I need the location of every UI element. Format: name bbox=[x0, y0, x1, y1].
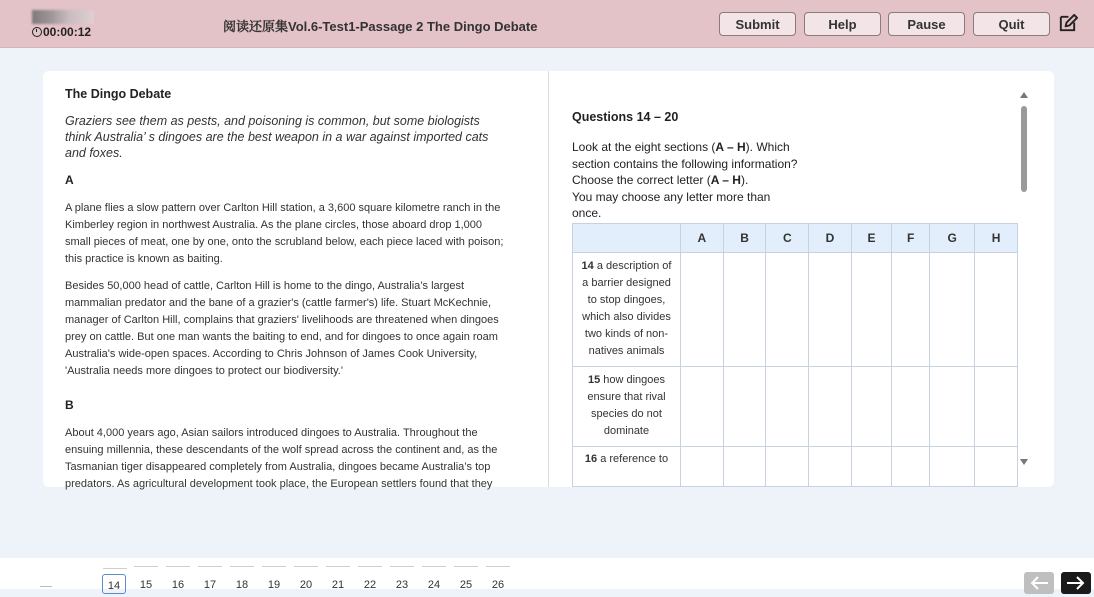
answer-grid bbox=[572, 223, 1018, 487]
column-header: A bbox=[681, 223, 724, 252]
scroll-up-icon[interactable] bbox=[1020, 92, 1028, 98]
column-header: F bbox=[892, 223, 930, 252]
question-number: 16 bbox=[584, 452, 598, 465]
question-row bbox=[573, 446, 1018, 486]
answer-cell[interactable] bbox=[975, 252, 1018, 366]
paragraph: About 4,000 years ago, Asian sailors introduced dingoes to Australia. Throughout the ensuing millennia, these descendants of the wolf spread across the continent and, as the Tasmanian tiger disappeared completely from Australia, dingoes became Australia’s top predators. As agricultural development took place, the European settlers found that they bbox=[65, 427, 498, 490]
question-nav-item[interactable]: 15 bbox=[134, 573, 158, 591]
page-title: 阅读还原集Vol.6-Test1-Passage 2 The Dingo Debate bbox=[223, 19, 538, 34]
help-button[interactable]: Help bbox=[804, 12, 881, 36]
divider bbox=[40, 586, 52, 587]
question-nav-item[interactable]: 23 bbox=[390, 573, 414, 591]
answer-cell[interactable] bbox=[930, 252, 975, 366]
question-nav-item[interactable]: 21 bbox=[326, 573, 350, 591]
question-number: 14 bbox=[581, 260, 594, 272]
answer-cell[interactable] bbox=[681, 446, 724, 486]
question-text bbox=[573, 446, 681, 486]
question-nav-item[interactable]: 25 bbox=[454, 573, 478, 591]
question-nav-item[interactable]: 26 bbox=[486, 573, 510, 591]
answer-cell[interactable] bbox=[766, 252, 809, 366]
scroll-down-icon[interactable] bbox=[1020, 459, 1028, 465]
questions-pane[interactable] bbox=[572, 80, 1018, 472]
question-nav-item[interactable]: 22 bbox=[358, 573, 382, 591]
timer-text: 00:00:12 bbox=[43, 25, 92, 39]
answer-cell[interactable] bbox=[892, 366, 930, 446]
pause-button[interactable]: Pause bbox=[888, 12, 965, 36]
question-nav-item[interactable]: 14 bbox=[102, 574, 126, 594]
answer-cell[interactable] bbox=[681, 366, 724, 446]
question-description: how dingoes ensure that rival species do not dominate bbox=[587, 374, 666, 437]
column-header: D bbox=[809, 223, 852, 252]
question-description: a description of a barrier designed to stop dingoes, which also divides two kinds of non-natives animals bbox=[582, 260, 672, 357]
section-label-a: A bbox=[65, 173, 74, 187]
column-header: B bbox=[723, 223, 766, 252]
question-nav-item[interactable]: 18 bbox=[230, 573, 254, 591]
panel-divider bbox=[548, 71, 549, 487]
column-header: E bbox=[851, 223, 891, 252]
question-nav-item[interactable]: 19 bbox=[262, 573, 286, 591]
column-header: C bbox=[766, 223, 809, 252]
answer-cell[interactable] bbox=[975, 446, 1018, 486]
instruction-text: ). Which section contains the following information? bbox=[572, 140, 798, 171]
questions-heading: Questions 14 – 20 bbox=[572, 110, 679, 124]
answer-cell[interactable] bbox=[930, 446, 975, 486]
section-label-b: B bbox=[65, 398, 74, 412]
answer-cell[interactable] bbox=[851, 446, 891, 486]
previous-button[interactable] bbox=[1024, 572, 1054, 594]
answer-cell[interactable] bbox=[851, 252, 891, 366]
column-header: G bbox=[930, 223, 975, 252]
answer-cell[interactable] bbox=[723, 446, 766, 486]
question-nav-item[interactable]: 20 bbox=[294, 573, 318, 591]
passage-intro: Graziers see them as pests, and poisoning is common, but some biologists think Australia’ s dingoes are the best weapon in a war against imported cats and foxes. bbox=[65, 114, 489, 160]
instruction-text: You may choose any letter more than once. bbox=[572, 189, 771, 220]
answer-cell[interactable] bbox=[766, 366, 809, 446]
submit-button[interactable]: Submit bbox=[719, 12, 796, 36]
column-header: H bbox=[975, 223, 1018, 252]
instruction-text: ). bbox=[740, 173, 749, 187]
question-text bbox=[573, 366, 681, 446]
answer-cell[interactable] bbox=[930, 366, 975, 446]
clock-icon bbox=[32, 27, 42, 37]
question-nav-item[interactable]: 16 bbox=[166, 573, 190, 591]
question-row bbox=[573, 252, 1018, 366]
arrow-left-icon bbox=[1029, 576, 1049, 590]
passage-pane[interactable] bbox=[65, 80, 505, 490]
quit-button[interactable]: Quit bbox=[973, 12, 1050, 36]
scroll-thumb[interactable] bbox=[1021, 106, 1027, 192]
grid-corner bbox=[573, 223, 681, 252]
question-nav-item[interactable]: 24 bbox=[422, 573, 446, 591]
question-row bbox=[573, 366, 1018, 446]
answer-cell[interactable] bbox=[892, 446, 930, 486]
answer-cell[interactable] bbox=[723, 366, 766, 446]
answer-cell[interactable] bbox=[851, 366, 891, 446]
instruction-text: Look at the eight sections ( bbox=[572, 140, 716, 154]
answer-cell[interactable] bbox=[809, 366, 852, 446]
arrow-right-icon bbox=[1066, 576, 1086, 590]
question-number: 15 bbox=[587, 374, 601, 386]
top-bar bbox=[0, 0, 1094, 48]
edit-icon[interactable] bbox=[1057, 13, 1078, 34]
answer-cell[interactable] bbox=[892, 252, 930, 366]
avatar bbox=[32, 10, 94, 24]
instruction-range: A – H bbox=[710, 173, 741, 187]
question-text bbox=[573, 252, 681, 366]
next-button[interactable] bbox=[1061, 572, 1091, 594]
questions-instructions bbox=[572, 139, 802, 222]
question-navigator bbox=[0, 558, 1094, 592]
answer-cell[interactable] bbox=[681, 252, 724, 366]
paragraph: Besides 50,000 head of cattle, Carlton Hill is home to the dingo, Australia’s largest mammalian predator and the bane of a grazier's (cattle farmer's) life. Stuart McKechnie, manager of Carlton Hill, complains that graziers' livelihoods are threatened when dingoes prey on cattle. But one man wants the baiting to end, and for dingoes to once again roam Australia's wide-open spaces. According to Chris Johnson of James Cook University, 'Australia needs more dingoes to protect our biodiversity.' bbox=[65, 280, 499, 377]
answer-cell[interactable] bbox=[975, 366, 1018, 446]
grid-header-row bbox=[573, 223, 1018, 252]
answer-cell[interactable] bbox=[766, 446, 809, 486]
answer-cell[interactable] bbox=[809, 446, 852, 486]
timer bbox=[32, 25, 91, 39]
instruction-text: Choose the correct letter ( bbox=[572, 173, 711, 187]
passage-title: The Dingo Debate bbox=[65, 87, 172, 101]
questions-scrollbar[interactable] bbox=[1018, 90, 1030, 467]
answer-cell[interactable] bbox=[809, 252, 852, 366]
question-description: a reference to bbox=[597, 452, 669, 465]
answer-cell[interactable] bbox=[723, 252, 766, 366]
instruction-range: A – H bbox=[715, 140, 746, 154]
paragraph: A plane flies a slow pattern over Carlton Hill station, a 3,600 square kilometre ranch in the Kimberley region in northwest Australia. As the plane circles, those aboard drop 1,000 small pieces of meat, one by one, onto the scrubland below, each piece laced with poison; this practice is known as baiting. bbox=[65, 202, 504, 265]
question-nav-item[interactable]: 17 bbox=[198, 573, 222, 591]
